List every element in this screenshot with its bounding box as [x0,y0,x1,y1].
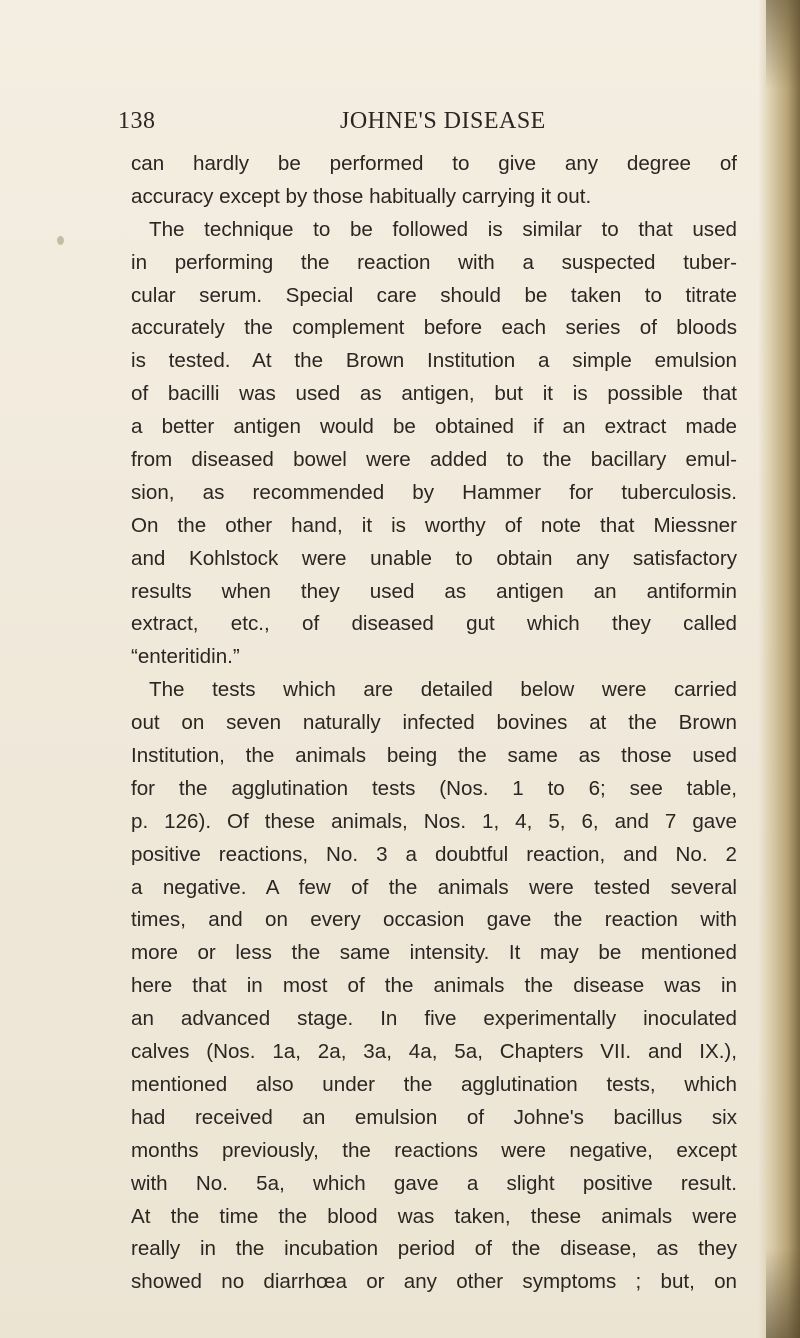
paper-speck [57,236,64,245]
text-line: here that in most of the animals the disease was in [131,974,737,998]
text-line: accurately the complement before each series of bloods [131,316,737,340]
text-line: of bacilli was used as antigen, but it is possible that [131,382,737,406]
page-number: 138 [118,108,156,134]
text-line: On the other hand, it is worthy of note that Miessner [131,513,737,537]
text-line: At the time the blood was taken, these animals were [131,1204,737,1228]
running-header [118,108,738,148]
text-line: can hardly be performed to give any degree of [131,152,737,175]
text-line: with No. 5a, which gave a slight positive result. [131,1171,737,1195]
text-line: p. 126). Of these animals, Nos. 1, 4, 5, 6, and 7 gave [131,809,737,833]
text-line: an advanced stage. In five experimentally inoculated [131,1007,737,1031]
text-line: in performing the reaction with a suspected tuber- [131,250,737,274]
page-edge-shadow-top [766,0,800,90]
text-line: The technique to be followed is similar to that used [149,217,737,241]
text-line: “enteritidin.” [131,645,240,669]
text-line: really in the incubation period of the disease, as they [131,1237,737,1261]
text-line: cular serum. Special care should be taken to titrate [131,283,737,307]
text-line: is tested. At the Brown Institution a simple emulsion [131,349,737,373]
text-line: had received an emulsion of Johne's bacillus six [131,1105,737,1129]
text-line: from diseased bowel were added to the bacillary emul- [131,448,737,472]
text-line: mentioned also under the agglutination tests, which [131,1072,737,1096]
text-line: a negative. A few of the animals were tested several [131,875,737,899]
text-line: out on seven naturally infected bovines at the Brown [131,711,737,735]
text-line: results when they used as antigen an antiformin [131,579,737,603]
page-edge-shadow-bottom [766,1248,800,1338]
text-line: positive reactions, No. 3 a doubtful reaction, and No. 2 [131,842,737,866]
running-title: JOHNE'S DISEASE [340,108,546,134]
text-line: and Kohlstock were unable to obtain any satisfactory [131,546,737,570]
text-line: accuracy except by those habitually carrying it out. [131,184,592,208]
body-text [131,148,737,1299]
text-line: for the agglutination tests (Nos. 1 to 6; see table, [131,776,737,800]
text-line: Institution, the animals being the same as those used [131,744,737,768]
text-line: more or less the same intensity. It may be mentioned [131,941,737,965]
text-line: months previously, the reactions were negative, except [131,1138,737,1162]
text-line: calves (Nos. 1a, 2a, 3a, 4a, 5a, Chapters VII. and IX.), [131,1040,737,1064]
text-line: extract, etc., of diseased gut which they called [131,612,737,636]
text-line: The tests which are detailed below were carried [149,678,737,702]
text-line: times, and on every occasion gave the reaction with [131,908,737,932]
text-line: sion, as recommended by Hammer for tuberculosis. [131,480,737,504]
text-line: a better antigen would be obtained if an extract made [131,415,737,439]
page-edge [758,0,800,1338]
text-line: showed no diarrhœa or any other symptoms ; but, on [131,1270,737,1294]
